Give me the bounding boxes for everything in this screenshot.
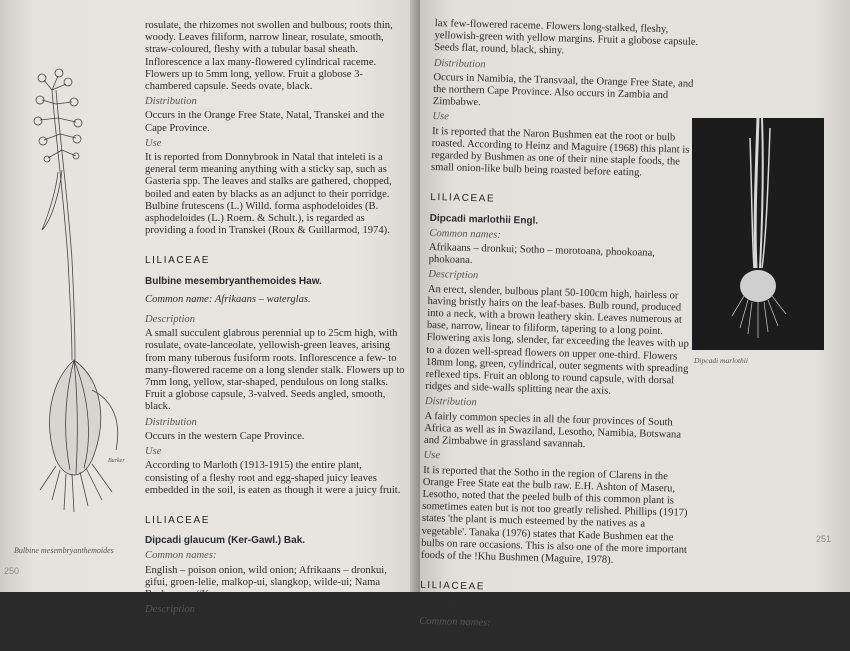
family-heading: LILIACEAE [145,514,210,526]
species-name: Dipcadi glaucum (Ker-Gawl.) Bak. [145,535,306,547]
common-names-heading: Common names: [419,615,491,629]
distribution-text: Occurs in the Orange Free State, Natal, Transkei and the Cape Province. [145,110,385,134]
description-heading: Description [428,269,479,282]
family-heading: LILIACEAE [419,579,486,593]
intro-text: lax few-flowered raceme. Flowers long-stalked, fleshy, yellowish-green with yellow margins. Fruit a globose capsule. Seeds flat, round, black, shiny. [434,18,699,57]
left-page [0,0,418,642]
description-text: A small succulent glabrous perennial up to 25cm high, with rosulate, ovate-lanceolate, yellowish-green leaves, arising from many tuberous fusiform roots. Inflorescence a few- to many-flowered raceme on a long slender stalk. Flowers up to 7mm long, yellow, star-shaped, pendulous on long stalks. Fruit a globose capsule, 3-valved. Seeds angled, smooth, black. [145,328,405,413]
distribution-heading: Distribution [424,396,477,409]
distribution-heading: Distribution [145,96,197,108]
left-text-column [145,20,407,645]
use-text: According to Marloth (1913-1915) the entire plant, consisting of a fleshy root and egg-shaped juicy leaves embedded in the soil, is eaten as though it were a juicy fruit. [145,460,401,496]
distribution-text: A fairly common species in all the four provinces of South Africa as well as in Swaziland, Lesotho, Namibia, Botswana and Zimbabwe in grassland savannah. [423,410,682,451]
family-heading: LILIACEAE [145,255,210,267]
distribution-heading: Distribution [433,57,486,70]
bulbine-illustration [12,60,140,520]
description-text: An erect geophyte, with firm ovoid bulbs. Leaves 6-9 in a rosette, smooth, shiny, narrowly lanceolate. Inflorescence a [145,618,397,642]
common-names-heading: Common names: [145,550,217,562]
photo-caption: Dipcadi marlothii [694,356,748,365]
page-number: 251 [816,534,832,544]
use-text: It is reported that the Naron Bushmen eat the root or bulb roasted. According to Heinz and Maguire (1968) this plant is regarded by Bushmen as one of their nine staple foods, the small onion-like bulb being roasted before eating. [430,125,690,179]
species-name: Bulbine mesembryanthemoides Haw. [145,275,322,287]
description-heading: Description [145,604,196,616]
common-names-heading: Common names: [429,227,501,241]
distribution-heading: Distribution [145,416,197,428]
use-heading: Use [145,446,162,458]
distribution-text: Occurs in the western Cape Province. [145,430,305,442]
species-name: Dipcadi marlothii Engl. [429,212,539,227]
page-number: 250 [4,566,20,576]
illustration-caption: Bulbine mesembryanthemoides [14,546,114,555]
description-heading: Description [145,314,196,326]
right-text-column [419,18,705,651]
common-names-text: Afrikaans – dronkui; Sotho – morotoana, phookoana, phokoana. [428,241,656,267]
family-heading: LILIACEAE [430,192,496,206]
use-text: It is reported from Donnybrook in Natal that inteleti is a general term meaning anything with a sticky sap, such as Gasteria spp. The leaves and stalks are gathered, chopped, boiled and eaten by blacks as an adjunct to their porridge. Bulbine frutescens (L.) Willd. forma asphodeloides (B. asphodeloides (L.) Roem. & Schult.), is regarded as providing a food in Transkei (Roux & Guillarmod, 1974). [145,152,392,237]
use-text: It is reported that the Sotho in the region of Clarens in the Orange Free State eat the bulb raw. E.H. Ashton of Maseru, Lesotho, noted that the peeled bulb of this common plant is sometimes eaten but is not too greatly relished. Phillips (1917) states 'the plant is much esteemed by the natives as a vegetable'. Tanaka (1976) states that Kade Bushmen eat the bulbs on rare occasions. This is also one of the more important foods of the !Khu Bushmen (Maguire, 1978). [420,464,688,566]
common-names-text: English – poison onion, wild onion; Afrikaans – dronkui, gifui, groen-lelie, malkop-ui, slangkop, wilde-ui; Nama Bushman – //Ka. [145,564,387,600]
use-heading: Use [145,137,162,149]
dipcadi-photo [692,118,824,350]
common-names-text: Afrikaans – gifbolletjie, skaamblommetjie, slymuintjie; [418,629,655,647]
artist-signature: Burker [108,458,125,464]
distribution-text: Occurs in Namibia, the Transvaal, the Orange Free State, and the northern Cape Province. Also occurs in Zambia and Zimbabwe. [432,71,694,109]
species-name: Dipcadi viride (L.) Moench [419,600,545,615]
intro-text: rosulate, the rhizomes not swollen and bulbous; roots thin, woody. Leaves filiform, narrow linear, rosulate, smooth, straw-coloured, fleshy with a tubular basal sheath. Inflorescence a lax many-flowered cylindrical raceme. Flowers up to 5mm long, yellow. Fruit a globose 3-chambered capsule. Seeds ovate, black. [145,20,393,93]
common-name: Common name: Afrikaans – waterglas. [145,293,311,305]
use-heading: Use [432,111,450,123]
description-text: An erect, slender, bulbous plant 50-100cm high, hairless or having bristly hairs on the leaf-bases. Bulb round, produced into a neck, with a brown leathery skin. Leaves numerous at base, narrow, linear to filiform, tapering to a long point. Flowering axis long, slender, far exceeding the leaves with up to a dozen well-spread flowers on upper one-third. Flowers 18mm long, green, cylindrical, outer segments with spreading reflexed tips. Fruit an oblong to round capsule, with dorsal ridges and side-walls splitting near the axis. [425,283,689,398]
use-heading: Use [423,450,441,462]
right-page [418,0,850,647]
